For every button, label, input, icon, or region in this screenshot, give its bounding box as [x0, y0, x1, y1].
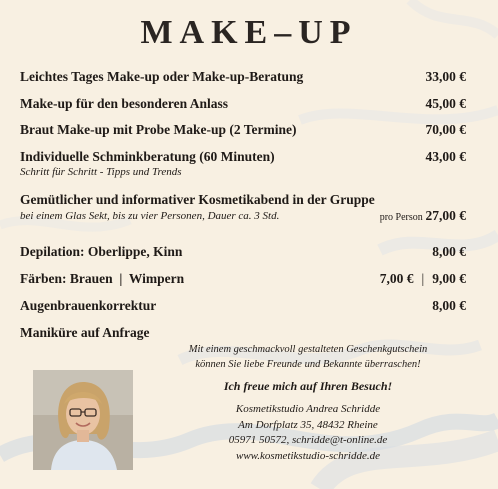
contact-phone-email: 05971 50572, schridde@t-online.de — [228, 434, 388, 446]
service-label: Braut Make-up mit Probe Make-up (2 Termine) — [20, 122, 297, 137]
service-price-group — [380, 271, 466, 287]
service-price-group — [380, 208, 466, 224]
service-price: 33,00 € — [425, 69, 466, 84]
greeting: Ich freue mich auf Ihren Besuch! — [223, 379, 393, 393]
service-description: Schritt für Schritt - Tipps und Trends — [20, 166, 182, 178]
service-label: Färben: Brauen | Wimpern — [20, 271, 185, 286]
service-label: Make-up für den besonderen Anlass — [20, 96, 229, 111]
service-price: 45,00 € — [425, 96, 466, 111]
contact-block — [170, 402, 446, 464]
service-price: 8,00 € — [432, 244, 466, 259]
service-label: Leichtes Tages Make-up oder Make-up-Beratung — [20, 69, 304, 84]
service-label: Gemütlicher und informativer Kosmetikabend in der Gruppe — [20, 192, 375, 207]
service-label: Augenbrauenkorrektur — [20, 298, 157, 313]
gift-voucher-note — [170, 342, 446, 372]
service-label: Depilation: Oberlippe, Kinn — [20, 244, 183, 259]
service-price: 43,00 € — [425, 149, 466, 164]
portrait-photo — [33, 370, 133, 470]
service-price-brauen: 7,00 € — [379, 271, 414, 286]
service-price: 70,00 € — [425, 122, 466, 137]
price-prefix: pro Person — [379, 212, 423, 223]
contact-website: www.kosmetikstudio-schridde.de — [236, 449, 380, 462]
service-description: bei einem Glas Sekt, bis zu vier Personen, Dauer ca. 3 Std. — [20, 210, 280, 222]
promo-line: können Sie liebe Freunde und Bekannte überraschen! — [195, 359, 421, 370]
contact-address: Am Dorfplatz 35, 48432 Rheine — [238, 418, 378, 431]
service-price-wimpern: 9,00 € — [432, 271, 466, 286]
service-price: 27,00 € — [425, 208, 466, 223]
service-label: Maniküre auf Anfrage — [20, 325, 150, 340]
portrait-illustration — [33, 370, 133, 470]
contact-name: Kosmetikstudio Andrea Schridde — [235, 403, 381, 415]
price-separator: | — [421, 271, 425, 286]
page-title: MAKE–UP — [140, 14, 358, 51]
promo-line: Mit einem geschmackvoll gestalteten Geschenkgutschein — [188, 344, 428, 355]
service-label: Individuelle Schminkberatung (60 Minuten) — [20, 149, 275, 164]
service-price: 8,00 € — [432, 298, 466, 313]
